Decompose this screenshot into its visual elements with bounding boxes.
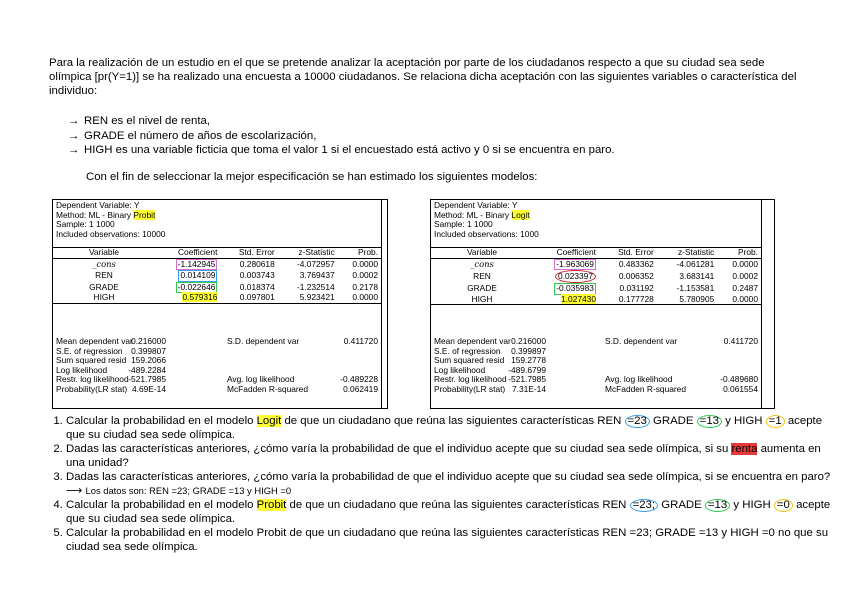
- table-row: HIGH 1.027430 0.177728 5.780905 0.0000: [431, 295, 761, 305]
- variables-list: [68, 114, 615, 158]
- handwritten-note: Los datos son: REN =23; GRADE =13 y HIGH =0: [85, 485, 292, 496]
- table-row: _cons -1.963069 0.483362 -4.061281 0.0000: [470, 258, 758, 269]
- question-5: 5. Calcular la probabilidad en el modelo Probit de que un ciudadano que reúna las siguientes características REN =23; GRADE =13 y HIGH =0 no que su ciudad sea sede olímpica.: [66, 526, 836, 554]
- table-row: GRADE -0.022646 0.018374 -1.232514 0.2178: [89, 281, 378, 292]
- list-item: → GRADE el número de años de escolarización,: [68, 129, 317, 142]
- arrow-icon: →: [68, 144, 80, 156]
- logit-output: [430, 199, 775, 409]
- question-2: 2. Dadas las características anteriores, ¿cómo varía la probabilidad de que el individuo acepte que su ciudad sea sede olímpica, si su renta aumenta en una unidad?: [66, 442, 836, 470]
- summary-stats: Mean dependent var 0.216000 S.D. dependent var 0.411720 S.E. of regression 0.399807 Sum squared resid 159.2066 Log likelihood -489.2284 Restr. log likelihood -521.7985 Avg. log likelihood -0.489228 Probability(LR stat) 4.69E-14 McFadden R-squared 0.062419: [56, 336, 378, 394]
- list-item: → HIGH es una variable ficticia que toma el valor 1 si el encuestado está activo y 0 si se encuentra en paro.: [68, 144, 615, 156]
- logit-highlight: Logit: [511, 209, 530, 220]
- intro-paragraph: Para la realización de un estudio en el que se pretende analizar la aceptación por parte de los ciudadanos respecto a que su ciudad sea sede olímpica [pr(Y=1)] se ha realizado una encuesta a 10000 ciudadanos. Se relaciona dicha aceptación con las siguientes variables o característica del individuo:: [49, 57, 797, 97]
- table-row: REN 0.023397 0.006352 3.683141 0.0002: [473, 270, 758, 282]
- table-row: REN 0.014109 0.003743 3.769437 0.0002: [95, 270, 378, 281]
- question-1: 1. Calcular la probabilidad en el modelo Logit de que un ciudadano que reúna las siguientes características REN =23 GRADE =13 y HIGH =1 acepte que su ciudad sea sede olímpica.: [66, 414, 836, 442]
- table-row: HIGH 0.579316 0.097801 5.923421 0.0000: [53, 293, 381, 303]
- summary-stats: Mean dependent var 0.216000 S.D. dependent var 0.411720 S.E. of regression 0.399897 Sum squared resid 159.2778 Log likelihood -489.6799 Restr. log likelihood -521.7985 Avg. log likelihood -0.489680 Probability(LR stat) 7.31E-14 McFadden R-squared 0.061554: [434, 336, 758, 394]
- question-4: 4. Calcular la probabilidad en el modelo Probit de que un ciudadano que reúna las siguientes características REN =23; GRADE =13 y HIGH =0 acepte que su ciudad sea sede olímpica.: [66, 498, 836, 526]
- output-header: Dependent Variable: Y Method: ML - Binary Probit Sample: 1 1000 Included observations: 10000: [56, 200, 166, 239]
- questions-list: [49, 414, 836, 554]
- coefficient-table: [431, 247, 761, 305]
- arrow-icon: →: [68, 129, 80, 142]
- table-header: Variable Coefficient Std. Error z-Statistic Prob.: [431, 248, 761, 259]
- list-item: → REN es el nivel de renta,: [68, 115, 210, 127]
- models-intro: Con el fin de seleccionar la mejor especificación se han estimado los siguientes modelos:: [86, 171, 538, 183]
- output-header: Dependent Variable: Y Method: ML - Binary Logit Sample: 1 1000 Included observations: 1000: [434, 200, 539, 239]
- arrow-icon: →: [68, 115, 80, 127]
- coefficient-table: [53, 247, 381, 304]
- table-row: GRADE -0.035983 0.031192 -1.153581 0.2487: [467, 283, 758, 294]
- table-row: _cons -1.142945 0.280618 -4.072957 0.0000: [92, 258, 378, 269]
- question-3: 3. Dadas las características anteriores, ¿cómo varía la probabilidad de que el individuo acepte que su ciudad sea sede olímpica, si se encuentra en paro? ⟶ Los datos son: REN =23; GRADE =13 y HIGH =0: [66, 470, 836, 498]
- probit-highlight: Probit: [133, 209, 156, 220]
- table-header: Variable Coefficient Std. Error z-Statistic Prob.: [53, 248, 381, 259]
- arrow-icon: ⟶: [66, 485, 83, 497]
- probit-output: [52, 199, 388, 409]
